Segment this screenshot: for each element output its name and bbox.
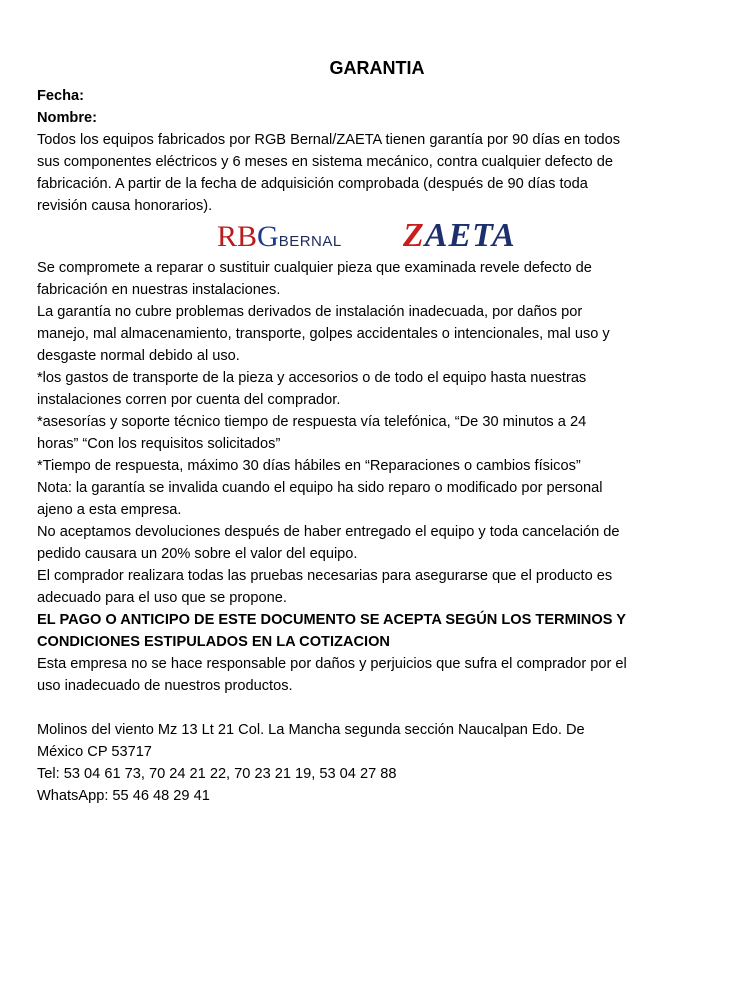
terms-line: *Tiempo de respuesta, máximo 30 días hábiles en “Reparaciones o cambios físicos”	[37, 458, 581, 474]
intro-paragraph	[37, 129, 709, 217]
terms-line: ajeno a esta empresa.	[37, 502, 182, 518]
terms-line: manejo, mal almacenamiento, transporte, golpes accidentales o intencionales, mal uso y	[37, 326, 610, 342]
intro-line: revisión causa honorarios).	[37, 198, 213, 214]
intro-line: fabricación. A partir de la fecha de adquisición comprobada (después de 90 días toda	[37, 176, 588, 192]
document-title: GARANTIA	[329, 58, 425, 78]
notice-line: CONDICIONES ESTIPULADOS EN LA COTIZACION	[37, 634, 390, 650]
terms-line: El comprador realizara todas las pruebas necesarias para asegurarse que el producto es	[37, 568, 613, 584]
terms-line: *asesorías y soporte técnico tiempo de respuesta vía telefónica, “De 30 minutos a 24	[37, 414, 587, 430]
disclaimer-line: Esta empresa no se hace responsable por daños y perjuicios que sufra el comprador por el	[37, 656, 627, 672]
warranty-document	[37, 55, 709, 807]
notice-line: EL PAGO O ANTICIPO DE ESTE DOCUMENTO SE ACEPTA SEGÚN LOS TERMINOS Y	[37, 612, 626, 628]
terms-line: fabricación en nuestras instalaciones.	[37, 282, 281, 298]
address-line: Molinos del viento Mz 13 Lt 21 Col. La Mancha segunda sección Naucalpan Edo. De	[37, 722, 585, 738]
disclaimer	[37, 653, 709, 697]
phone-line: Tel: 53 04 61 73, 70 24 21 22, 70 23 21 19, 53 04 27 88	[37, 766, 397, 782]
terms-line: adecuado para el uso que se propone.	[37, 590, 287, 606]
zaeta-logo-rest: AETA	[424, 217, 516, 254]
intro-line: Todos los equipos fabricados por RGB Bernal/ZAETA tienen garantía por 90 días en todos	[37, 132, 621, 148]
terms-line: Se compromete a reparar o sustituir cualquier pieza que examinada revele defecto de	[37, 260, 592, 276]
terms-line: *los gastos de transporte de la pieza y accesorios o de todo el equipo hasta nuestras	[37, 370, 587, 386]
rbg-logo-rb: RB	[217, 220, 258, 253]
rbg-logo-g: G	[257, 220, 279, 253]
whatsapp-line: WhatsApp: 55 46 48 29 41	[37, 788, 210, 804]
rbg-bernal-logo	[217, 221, 342, 258]
terms-line: La garantía no cubre problemas derivados de instalación inadecuada, por daños por	[37, 304, 583, 320]
blank-line	[37, 697, 709, 719]
zaeta-logo-z: Z	[403, 217, 425, 254]
payment-acceptance-notice	[37, 609, 709, 653]
nombre-label: Nombre:	[37, 110, 97, 126]
terms-line: horas” “Con los requisitos solicitados”	[37, 436, 281, 452]
address-line: México CP 53717	[37, 744, 152, 760]
disclaimer-line: uso inadecuado de nuestros productos.	[37, 678, 293, 694]
terms-line: No aceptamos devoluciones después de haber entregado el equipo y toda cancelación de	[37, 524, 620, 540]
zaeta-logo	[403, 219, 516, 253]
terms-line: desgaste normal debido al uso.	[37, 348, 240, 364]
intro-line: sus componentes eléctricos y 6 meses en sistema mecánico, contra cualquier defecto de	[37, 154, 613, 170]
rbg-logo-bernal: BERNAL	[278, 233, 342, 250]
fecha-label: Fecha:	[37, 88, 85, 104]
brand-logos	[37, 217, 709, 257]
contact-info	[37, 719, 709, 807]
terms-body	[37, 257, 709, 609]
terms-line: Nota: la garantía se invalida cuando el equipo ha sido reparo o modificado por personal	[37, 480, 603, 496]
terms-line: pedido causara un 20% sobre el valor del equipo.	[37, 546, 358, 562]
terms-line: instalaciones corren por cuenta del comprador.	[37, 392, 341, 408]
